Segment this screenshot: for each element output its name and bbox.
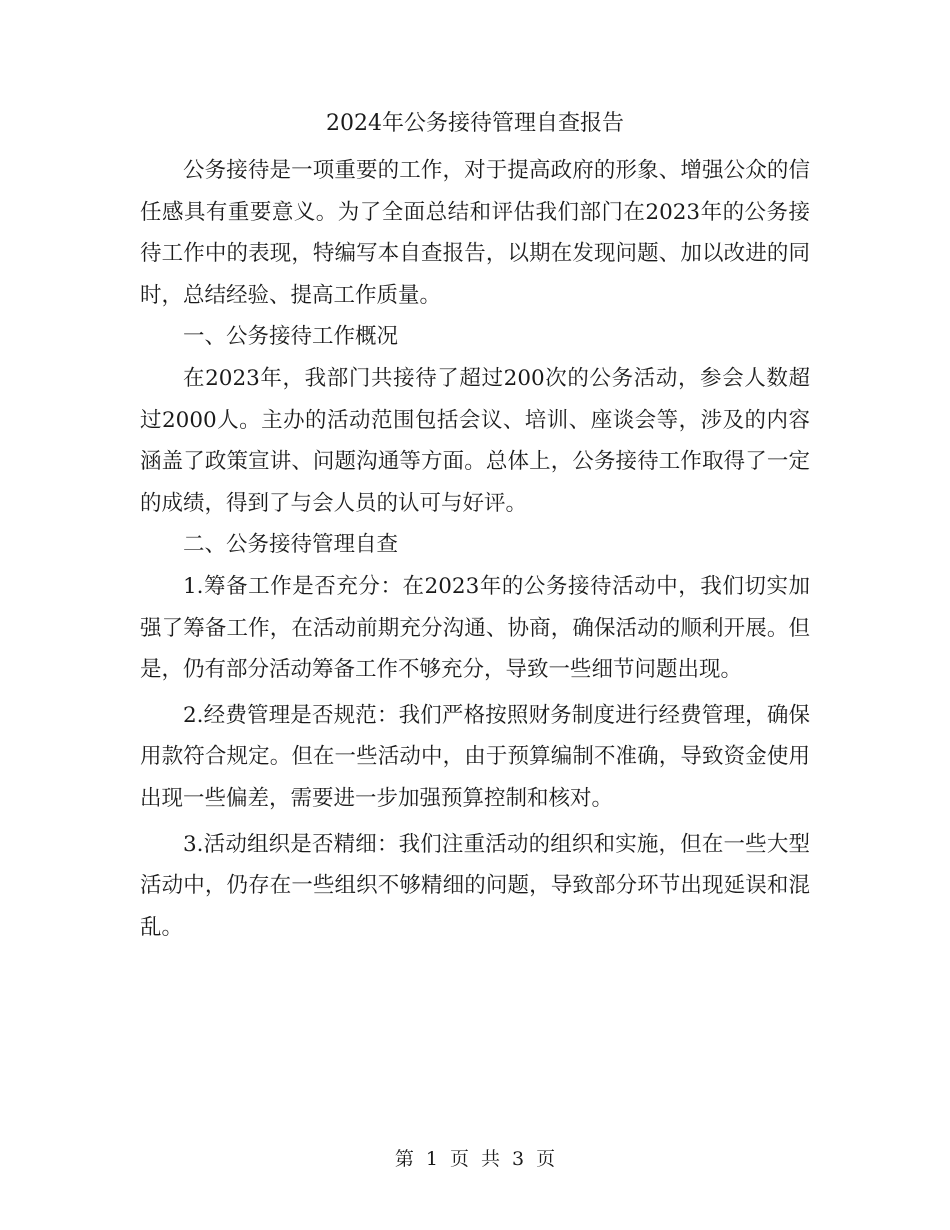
paragraph-item-funding: 2.经费管理是否规范：我们严格按照财务制度进行经费管理，确保用款符合规定。但在一些活动中，由于预算编制不准确，导致资金使用出现一些偏差，需要进一步加强预算控制和核对。 (140, 702, 810, 811)
page-footer: 第 1 页 共 3 页 (394, 1148, 556, 1170)
paragraph-item-organization: 3.活动组织是否精细：我们注重活动的组织和实施，但在一些大型活动中，仍存在一些组织不够精细的问题，导致部分环节出现延误和混乱。 (140, 831, 810, 940)
document-title: 2024年公务接待管理自查报告 (326, 111, 624, 136)
paragraph-item-preparation: 1.筹备工作是否充分：在2023年的公务接待活动中，我们切实加强了筹备工作，在活动前期充分沟通、协商，确保活动的顺利开展。但是，仍有部分活动筹备工作不够充分，导致一些细节问题出现。 (140, 573, 810, 683)
section-heading-self-check: 二、公务接待管理自查 (183, 532, 399, 558)
document-body (140, 150, 810, 948)
section-heading-overview: 一、公务接待工作概况 (183, 324, 399, 350)
paragraph-overview: 在2023年，我部门共接待了超过200次的公务活动，参会人数超过2000人。主办的活动范围包括会议、培训、座谈会等，涉及的内容涵盖了政策宣讲、问题沟通等方面。总体上，公务接待工作取得了一定的成绩，得到了与会人员的认可与好评。 (140, 365, 810, 516)
paragraph-intro: 公务接待是一项重要的工作，对于提高政府的形象、增强公众的信任感具有重要意义。为了全面总结和评估我们部门在2023年的公务接待工作中的表现，特编写本自查报告，以期在发现问题、加以改进的同时，总结经验、提高工作质量。 (140, 158, 810, 308)
